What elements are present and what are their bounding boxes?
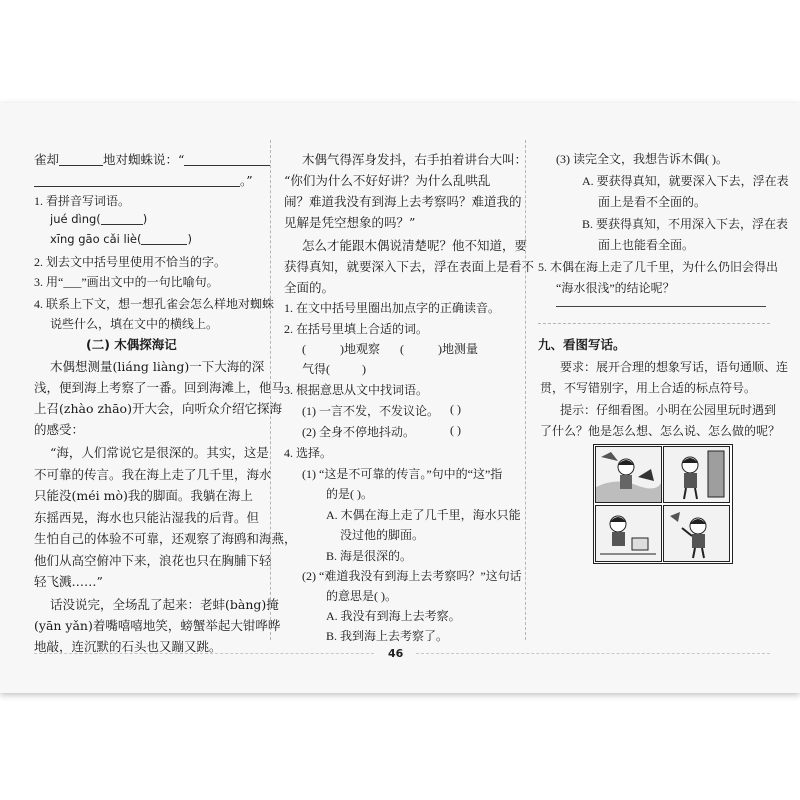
passage-line: 木偶气得浑身发抖，右手拍着讲台大叫：: [302, 152, 528, 167]
choice-a[interactable]: A. 我没有到海上去考察。: [326, 609, 461, 623]
fill-in-row-2: [302, 360, 366, 377]
question-3-3: (3) 读完全文，我想告诉木偶( )。: [556, 152, 728, 166]
choice-a-cont: 没过他的脚面。: [340, 528, 425, 542]
question-4-line-2: 说些什么，填在文中的横线上。: [50, 317, 219, 331]
tip-line-1: 提示：仔细看图。小明在公园里玩时遇到: [560, 403, 777, 417]
answer-blank[interactable]: [101, 213, 143, 225]
question-1: 1. 在文中括号里圈出加点字的正确读音。: [284, 301, 501, 315]
passage-line: 上召(zhào zhāo)开大会，向听众介绍它探海: [34, 401, 282, 416]
passage-line: 闹？难道我没有到海上去考察吗？难道我的: [284, 194, 522, 209]
fill-in-row-1: [302, 340, 478, 357]
pinyin-text: xīng gāo cǎi liè(: [50, 232, 142, 246]
paren-open: (: [302, 342, 306, 356]
requirement-line-2: 贯，不写错别字，用上合适的标点符号。: [540, 381, 757, 395]
passage-line: 的感受：: [34, 422, 85, 437]
passage-line: “海，人们常说它是很深的。其实，这是: [50, 445, 269, 460]
paren-open: (: [400, 342, 404, 356]
passage-line: 怎么才能跟木偶说清楚呢？他不知道，要: [302, 238, 528, 253]
question-2: 2. 划去文中括号里使用不恰当的字。: [34, 255, 227, 269]
passage-line: 轻飞溅……”: [34, 574, 103, 589]
question-3-2: (2) 全身不停地抖动。: [302, 425, 415, 439]
question-3-1: (1) 一言不发，不发议论。: [302, 404, 439, 418]
passage-line: 他们从高空俯冲下来，浪花也只在胸脯下轻: [34, 553, 272, 568]
answer-line[interactable]: [556, 306, 766, 307]
question-4-1-cont: 的是( )。: [326, 487, 373, 501]
question-4-line-1: 4. 联系上下文，想一想孔雀会怎么样地对蜘蛛: [34, 297, 275, 311]
question-5: 5. 木偶在海上走了几千里，为什么仍旧会得出: [538, 260, 779, 274]
passage-line: 见解是凭空想象的吗？”: [284, 215, 416, 230]
comic-panel-2: [663, 446, 730, 503]
text-fragment: 雀却: [34, 152, 60, 167]
question-4-1: (1) “这是不可靠的传言。”句中的“这”指: [302, 467, 503, 481]
pinyin-item-2: [50, 232, 192, 246]
passage-line: 木偶想测量(liáng liàng)一下大海的深: [50, 359, 265, 374]
comic-panel-3: [595, 505, 662, 562]
question-1: 1. 看拼音写词语。: [34, 194, 131, 208]
boy-waving-drawing: [664, 506, 729, 561]
choice-a[interactable]: A. 木偶在海上走了几千里，海水只能: [326, 508, 521, 522]
question-4-2: (2) “难道我没有到海上去考察吗？”这句话: [302, 569, 522, 583]
blank-line[interactable]: [34, 175, 240, 187]
comic-panel-1: [595, 446, 662, 503]
passage-line: 生怕自己的体验不可靠，还观察了海鸥和海燕，: [34, 531, 297, 546]
question-5-cont: “海水很浅”的结论呢？: [556, 281, 675, 295]
question-4: 4. 选择。: [284, 446, 333, 460]
column-divider: [525, 140, 526, 640]
boy-and-bird-drawing: [596, 447, 661, 502]
footer-line-right: [416, 653, 770, 654]
blank-line[interactable]: [59, 154, 103, 166]
text-fragment: )地观察: [340, 342, 380, 356]
choice-a-cont: 面上是看不全面的。: [598, 195, 707, 209]
question-3: 3. 根据意思从文中找词语。: [284, 383, 429, 397]
page-number: 46: [388, 647, 404, 660]
comic-panel-4: [663, 505, 730, 562]
passage-line: 地敲，连沉默的石头也又蹦又跳。: [34, 639, 222, 654]
passage-line: 获得真知，就要深入下去，浮在表面上是看不: [284, 259, 535, 274]
question-4-2-cont: 的意思是( )。: [326, 589, 397, 603]
pinyin-item-1: [50, 212, 147, 226]
passage-line: “你们为什么不好好讲？为什么乱哄乱: [284, 173, 491, 188]
text-fragment: )地测量: [438, 342, 478, 356]
passage-line: (yān yǎn)着嘴嘻嘻地笑，螃蟹举起大钳哗哗: [34, 618, 281, 633]
passage-line: 话没说完，全场乱了起来：老蚌(bàng)掩: [50, 597, 279, 612]
choice-b[interactable]: B. 海是很深的。: [326, 549, 413, 563]
passage-line: 只能没(méi mò)我的脚面。我躺在海上: [34, 488, 253, 503]
section-divider: [538, 323, 770, 324]
section-title-9: 九、看图写话。: [538, 337, 626, 352]
paren-close: ): [142, 212, 148, 226]
answer-paren[interactable]: ( ): [450, 423, 461, 437]
question-3: 3. 用“___”画出文中的一句比喻句。: [34, 275, 219, 289]
text-fragment: 。”: [240, 173, 253, 188]
answer-blank[interactable]: [141, 233, 187, 245]
choice-b[interactable]: B. 我到海上去考察了。: [326, 629, 449, 643]
tip-line-2: 了什么？他是怎么想、怎么说、怎么做的呢？: [540, 424, 781, 438]
boy-with-box-drawing: [596, 506, 661, 561]
section-title-2: (二) 木偶探海记: [86, 337, 177, 352]
question-2: 2. 在括号里填上合适的词。: [284, 322, 429, 336]
text-fragment: 气得(: [302, 362, 330, 376]
paren-close: ): [187, 232, 192, 246]
choice-b-cont: 面上也能看全面。: [598, 238, 695, 252]
paren-close: ): [362, 362, 366, 376]
passage-line: 东摇西晃，海水也只能沾湿我的后背。但: [34, 510, 260, 525]
footer-line-left: [34, 653, 374, 654]
passage-line: 全面的。: [284, 280, 335, 295]
fill-line-2: [34, 171, 253, 189]
boy-at-door-drawing: [664, 447, 729, 502]
blank-line[interactable]: [184, 154, 270, 166]
passage-line: 浅，便到海上考察了一番。回到海滩上，他马: [34, 380, 285, 395]
comic-picture: [593, 444, 733, 564]
choice-b[interactable]: B. 要获得真知，不用深入下去，浮在表: [582, 217, 789, 231]
answer-paren[interactable]: ( ): [450, 402, 461, 416]
column-divider: [270, 140, 271, 640]
requirement-line-1: 要求：展开合理的想象写话，语句通顺、连: [560, 360, 789, 374]
fill-line-1: [34, 150, 270, 168]
text-fragment: 地对蜘蛛说：“: [103, 152, 185, 167]
passage-line: 不可靠的传言。我在海上走了几千里，海水: [34, 467, 272, 482]
choice-a[interactable]: A. 要获得真知，就要深入下去，浮在表: [582, 174, 789, 188]
pinyin-text: jué dìng(: [50, 212, 101, 226]
